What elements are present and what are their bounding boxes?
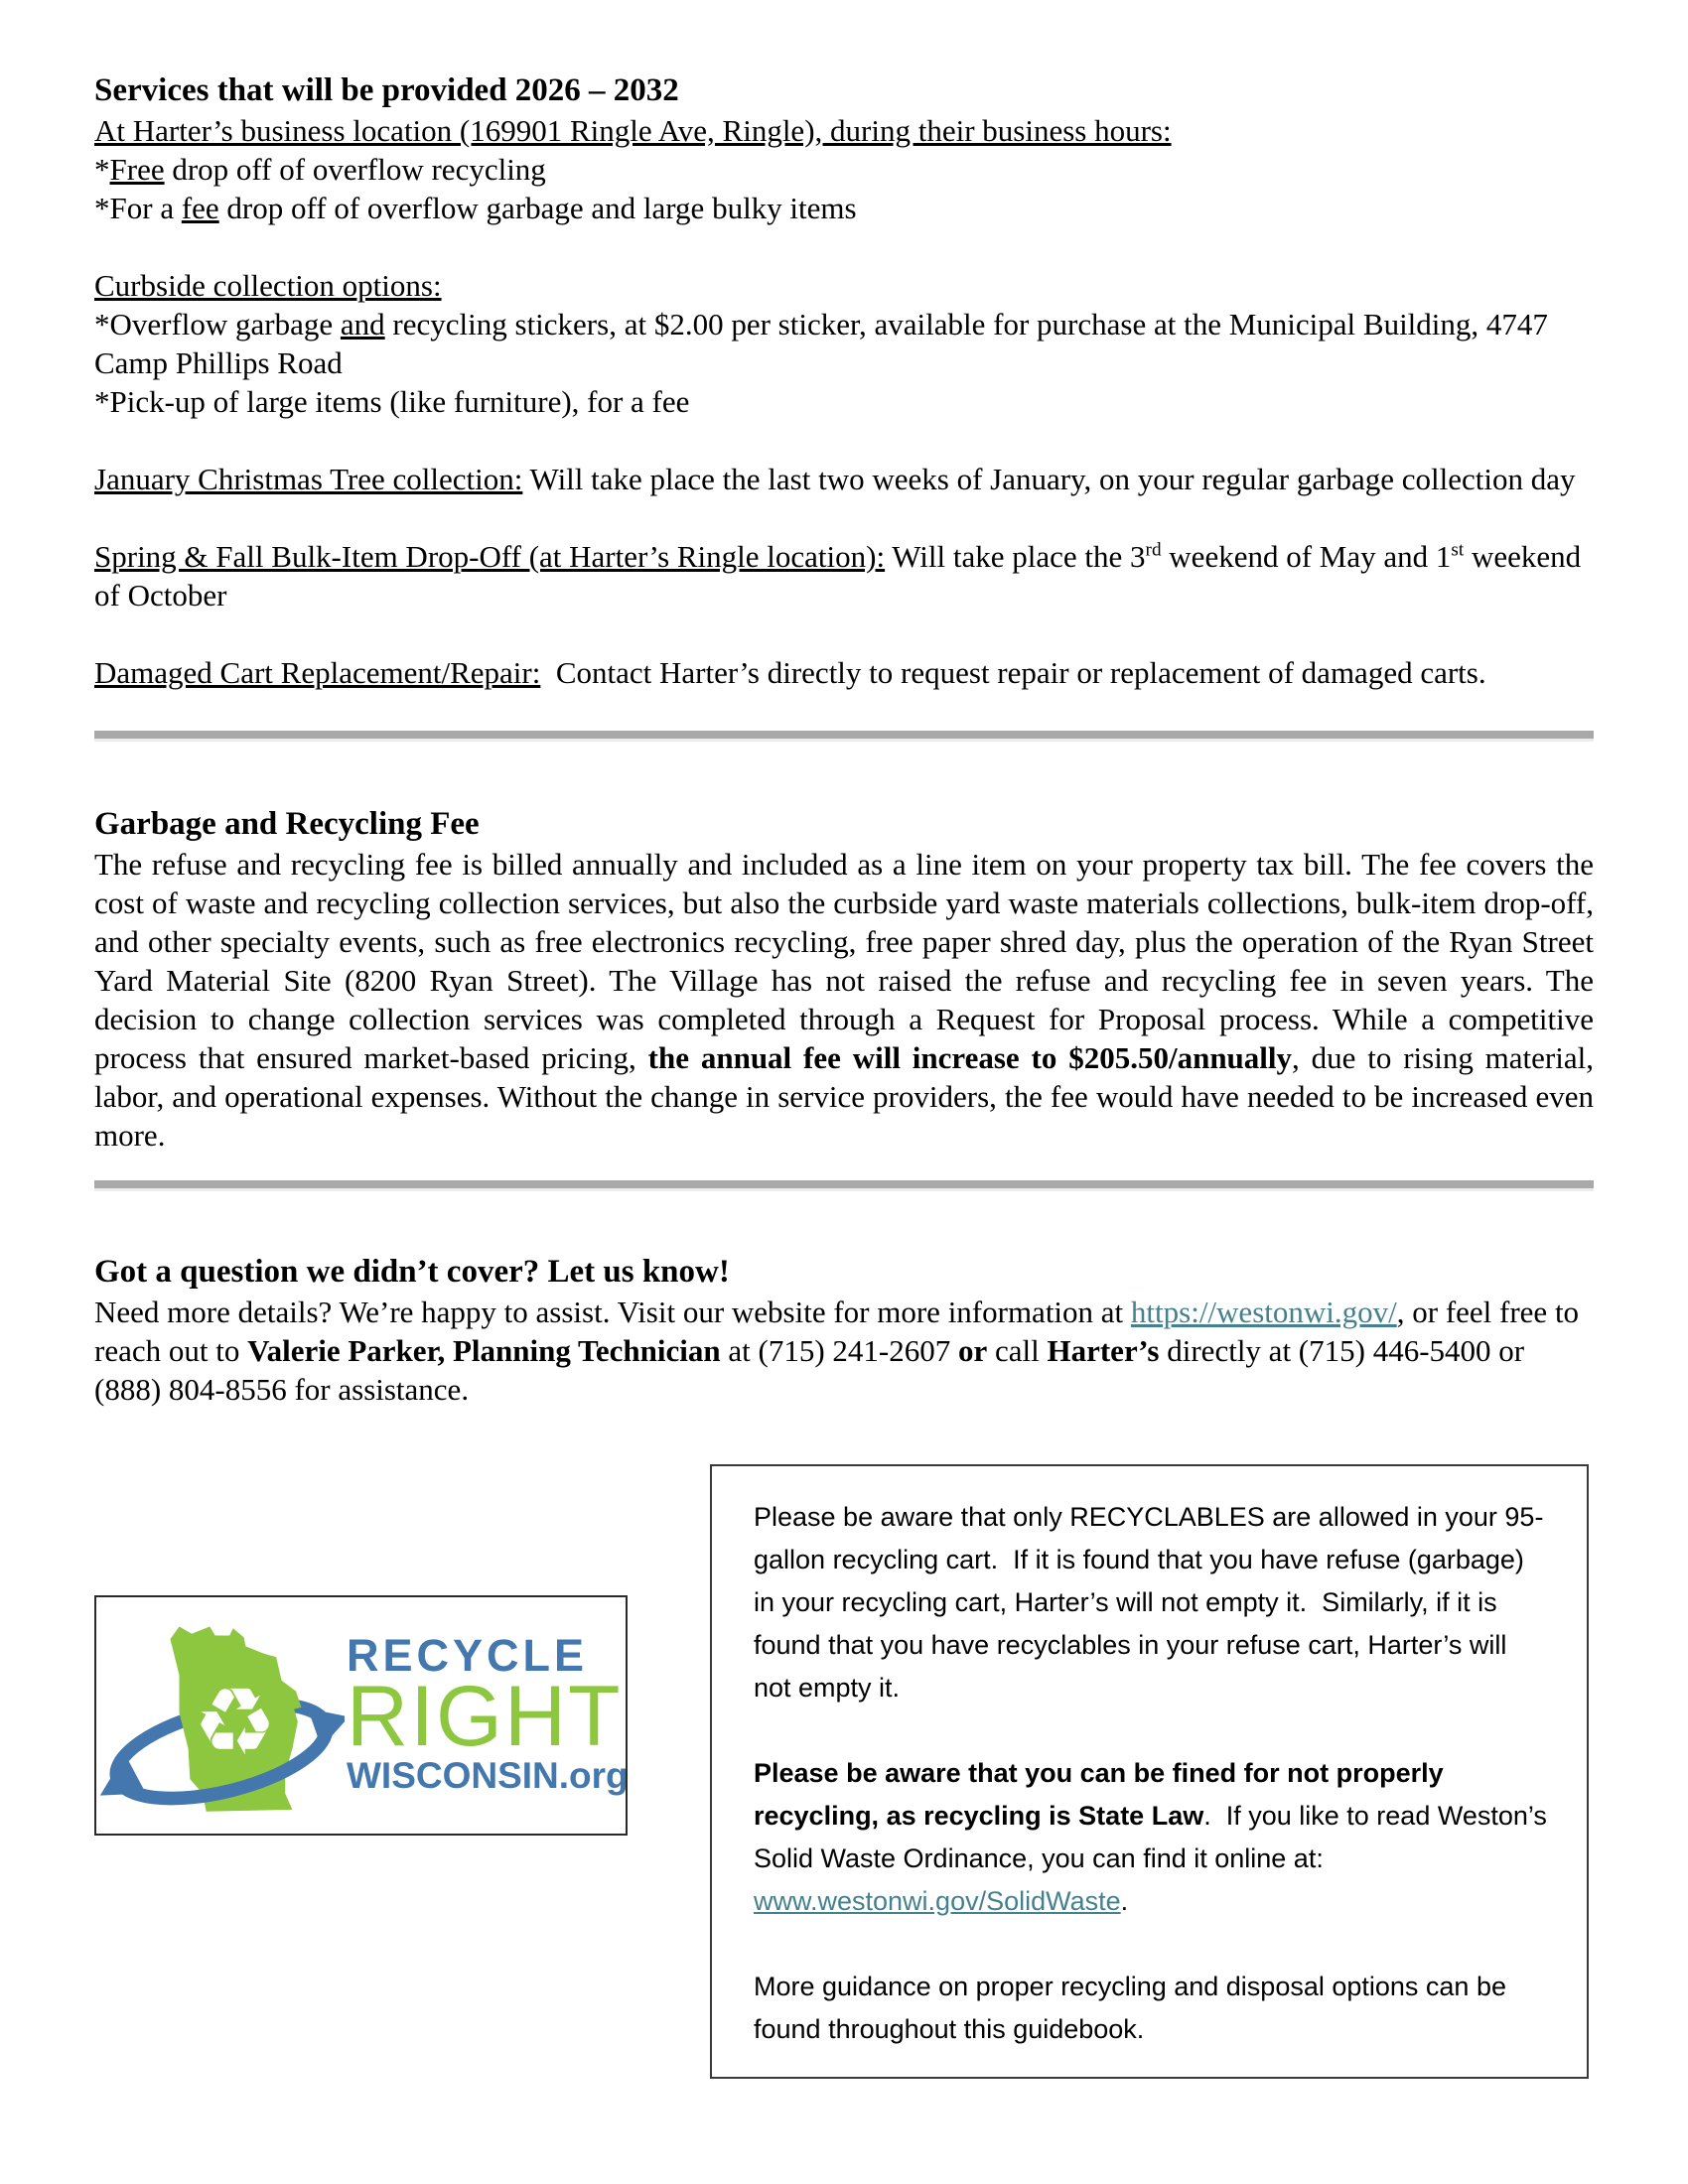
sticker-line xyxy=(94,305,1594,382)
text-segment: at (715) 241-2607 xyxy=(720,1333,958,1368)
fee-increase-bold: the annual fee will increase to $205.50/annually xyxy=(647,1040,1293,1075)
harter-location-block xyxy=(94,111,1594,227)
free-underlined: Free xyxy=(109,152,165,187)
bottom-section xyxy=(94,1464,1594,2100)
ordinal-superscript: rd xyxy=(1145,539,1162,561)
fee-paragraph xyxy=(94,845,1594,1155)
text-segment: , due to rising material, labor, and operational expenses. Without the change in service providers, the fee would have needed to be increased even more. xyxy=(94,1040,1594,1153)
solidwaste-link[interactable]: www.westonwi.gov/SolidWaste xyxy=(754,1886,1121,1916)
notice-paragraph-2 xyxy=(754,1752,1555,1923)
question-paragraph xyxy=(94,1293,1594,1409)
damaged-line xyxy=(94,653,1594,692)
text-segment: drop off of overflow recycling xyxy=(164,152,546,187)
ordinal-superscript: st xyxy=(1451,539,1465,561)
logo-right-text: RIGHT xyxy=(347,1669,623,1764)
pickup-line: *Pick-up of large items (like furniture), for a fee xyxy=(94,384,690,419)
recycle-right-logo-box xyxy=(94,1595,628,1836)
text-segment: . If you like to read Weston’s Solid Waste Ordinance, you can find it online at: xyxy=(754,1801,1555,1873)
text-segment: The refuse and recycling fee is billed annually and included as a line item on your property tax bill. The fee covers the cost of waste and recycling collection services, but also the curbside yard waste materials collections, bulk-item drop-off, and other specialty events, such as free electronics recycling, free paper shred day, plus the operation of the Ryan Street Yard Material Site (8200 Ryan Street). The Village has not raised the refuse and recycling fee in seven years. The decision to change collection services was completed through a Request for Proposal process. While a competitive process that ensured market-based pricing, xyxy=(94,847,1594,1075)
text-segment: , or feel free to reach out to xyxy=(94,1295,1587,1368)
westonwi-link[interactable]: https://westonwi.gov/ xyxy=(1130,1295,1397,1329)
curbside-heading: Curbside collection options: xyxy=(94,268,442,303)
question-title: Got a question we didn’t cover? Let us know! xyxy=(94,1254,730,1290)
damaged-lead: Damaged Cart Replacement/Repair: xyxy=(94,655,541,690)
text-segment: *For a xyxy=(94,191,182,225)
text-segment: Need more details? We’re happy to assist. Visit our website for more information at xyxy=(94,1295,1131,1329)
text-segment: Will take place the 3 xyxy=(885,539,1146,574)
text-segment: *Overflow garbage xyxy=(94,307,341,341)
or-bold: or xyxy=(957,1333,988,1368)
bulk-lead: Spring & Fall Bulk-Item Drop-Off (at Harter’s Ringle location): xyxy=(94,539,886,574)
curbside-block xyxy=(94,266,1594,421)
curbside-heading-line xyxy=(94,266,1594,305)
location-underlined-text: At Harter’s business location (169901 Ringle Ave, Ringle), during their business hours: xyxy=(94,113,1172,148)
recycle-symbol: ♻ xyxy=(193,1668,277,1777)
damaged-cart-block xyxy=(94,653,1594,692)
logo-wisconsin-text: WISCONSIN.org xyxy=(347,1755,629,1796)
text-segment: . xyxy=(1120,1886,1129,1916)
recycling-notice-box xyxy=(710,1464,1589,2079)
christmas-line xyxy=(94,460,1594,498)
wisconsin-recycle-icon xyxy=(98,1603,345,1828)
text-segment: * xyxy=(94,152,110,187)
text-segment: Contact Harter’s directly to request repair or replacement of damaged carts. xyxy=(540,655,1486,690)
section-divider xyxy=(94,1180,1594,1191)
text-segment: call xyxy=(987,1333,1048,1368)
text-segment: drop off of overflow garbage and large bulky items xyxy=(218,191,857,225)
location-line xyxy=(94,111,1594,150)
text-segment: directly at (715) 446-5400 or (888) 804-8556 for assistance. xyxy=(94,1333,1532,1407)
bulk-line xyxy=(94,537,1594,614)
fined-warning-bold: Please be aware that you can be fined for not properly recycling, as recycling is State Law xyxy=(754,1758,1452,1831)
and-underlined: and xyxy=(340,307,385,341)
text-segment: weekend of May and 1 xyxy=(1161,539,1452,574)
bulk-item-block xyxy=(94,537,1594,614)
text-segment: weekend of October xyxy=(94,539,1589,613)
christmas-tree-block xyxy=(94,460,1594,498)
contact-name-bold: Valerie Parker, Planning Technician xyxy=(247,1333,721,1368)
notice-paragraph-1: Please be aware that only RECYCLABLES are allowed in your 95-gallon recycling cart. If it is found that you have refuse (garbage) in your recycling cart, Harter’s will not empty it. Similarly, if it is found that you have recyclables in your refuse cart, Harter’s will not empty it. xyxy=(754,1502,1544,1703)
notice-paragraph-3: More guidance on proper recycling and disposal options can be found throughout this guidebook. xyxy=(754,1972,1514,2044)
fee-underlined: fee xyxy=(181,191,219,225)
text-segment: recycling stickers, at $2.00 per sticker, available for purchase at the Municipal Building, 4747 Camp Phillips Road xyxy=(94,307,1556,380)
fee-title: Garbage and Recycling Fee xyxy=(94,806,480,842)
free-dropoff-line xyxy=(94,150,1594,189)
services-title: Services that will be provided 2026 – 2032 xyxy=(94,72,679,108)
logo-wordmark xyxy=(347,1630,629,1798)
section-divider xyxy=(94,731,1594,742)
harters-bold: Harter’s xyxy=(1047,1333,1160,1368)
fee-dropoff-line xyxy=(94,189,1594,227)
christmas-lead: January Christmas Tree collection: xyxy=(94,462,523,496)
text-segment: Will take place the last two weeks of January, on your regular garbage collection day xyxy=(522,462,1576,496)
logo-recycle-text: RECYCLE xyxy=(347,1630,589,1681)
